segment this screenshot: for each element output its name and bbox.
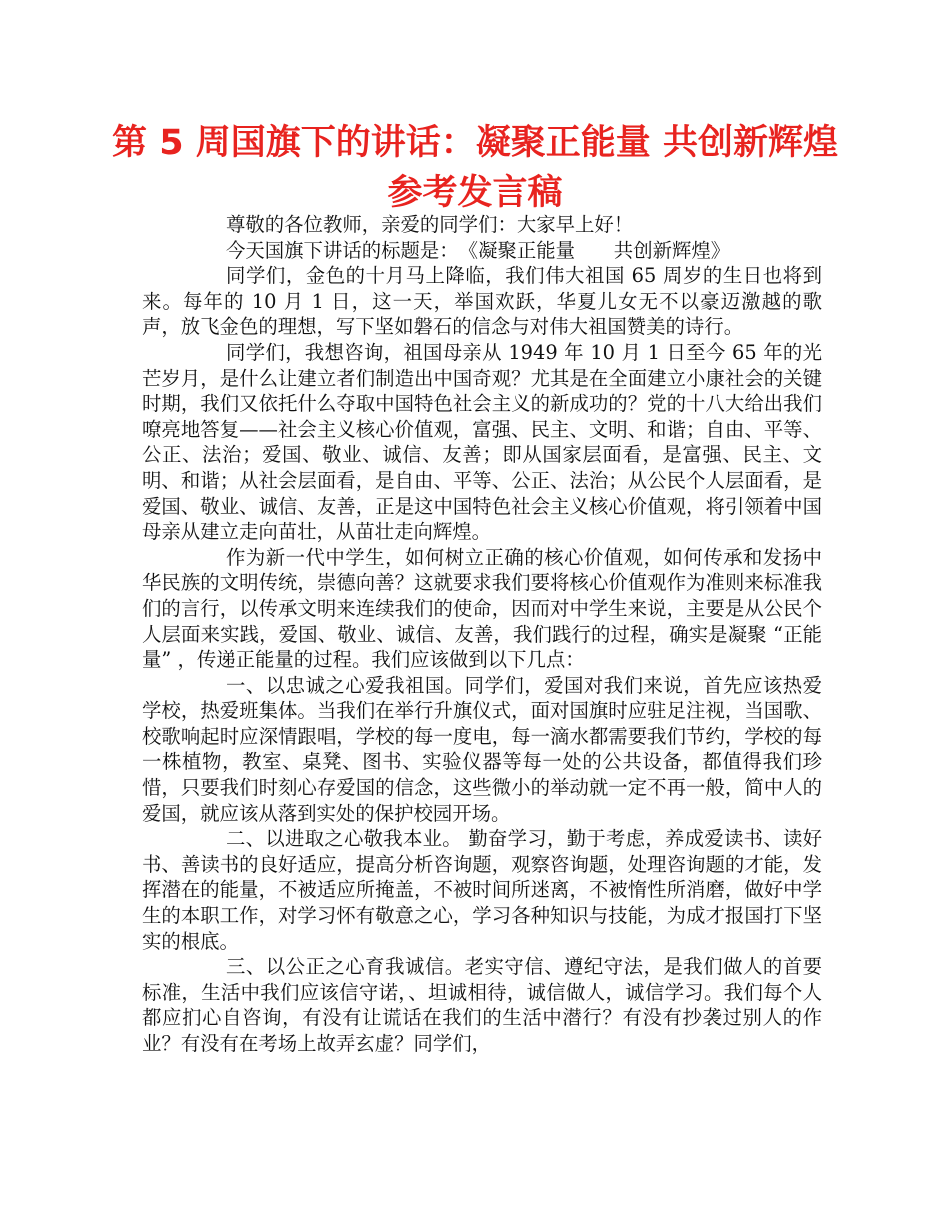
body-paragraph: 同学们，金色的十月马上降临，我们伟大祖国 65 周岁的生日也将到来。每年的 10 月 1 日，这一天，举国欢跃，华夏儿女无不以豪迈激越的歌声，放飞金色的理想，写下坚如磐石的信念与对伟大祖国赞美的诗行。 <box>142 264 822 339</box>
document-title: 第 5 周国旗下的讲话：凝聚正能量 共创新辉煌参考发言稿 <box>112 123 838 213</box>
body-paragraph: 二、以进取之心敬我本业。 勤奋学习，勤于考虑，养成爱读书、读好书、善读书的良好适应，提高分析咨询题，观察咨询题，处理咨询题的才能，发挥潜在的能量，不被适应所掩盖，不被时间所迷离，不被惰性所消磨，做好中学生的本职工作，对学习怀有敬意之心，学习各种知识与技能，为成才报国打下坚实的根底。 <box>142 827 822 953</box>
document-body <box>142 212 822 1057</box>
greeting-paragraph: 尊敬的各位教师，亲爱的同学们：大家早上好！ <box>226 213 634 236</box>
body-paragraph: 作为新一代中学生，如何树立正确的核心价值观，如何传承和发扬中华民族的文明传统，崇德向善？这就要求我们要将核心价值观作为准则来标准我们的言行，以传承文明来连续我们的使命，因而对中学生来说，主要是从公民个人层面来实践，爱国、敬业、诚信、友善，我们践行的过程，确实是凝聚 “正能量” ，传递正能量的过程。我们应该做到以下几点： <box>142 545 822 672</box>
body-paragraph: 一、以忠诚之心爱我祖国。同学们，爱国对我们来说，首先应该热爱学校，热爱班集体。当我们在举行升旗仪式，面对国旗时应驻足注视，当国歌、校歌响起时应深情跟唱，学校的每一度电，每一滴水都需要我们节约，学校的每一株植物，教室、桌凳、图书、实验仪器等每一处的公共设备，都值得我们珍惜，只要我们时刻心存爱国的信念，这些微小的举动就一定不再一般，简中人的爱国，就应该从落到实处的保护校园开场。 <box>142 673 822 825</box>
body-paragraph: 三、以公正之心育我诚信。老实守信、遵纪守法，是我们做人的首要标准，生活中我们应该信守诺，、坦诚相待，诚信做人，诚信学习。我们每个人都应扪心自咨询，有没有让谎话在我们的生活中潜行？有没有抄袭过别人的作业？有没有在考场上故弄玄虚？同学们， <box>142 955 822 1055</box>
body-paragraph: 同学们，我想咨询，祖国母亲从 1949 年 10 月 1 日至今 65 年的光芒岁月，是什么让建立者们制造出中国奇观？尤其是在全面建立小康社会的关键时期，我们又依托什么夺取中国特色社会主义的新成功的？党的十八大给出我们嘹亮地答复——社会主义核心价值观，富强、民主、文明、和谐；自由、平等、公正、法治；爱国、敬业、诚信、友善；即从国家层面看，是富强、民主、文明、和谐；从社会层面看，是自由、平等、公正、法治；从公民个人层面看，是爱国、敬业、诚信、友善，正是这中国特色社会主义核心价值观，将引领着中国母亲从建立走向苗壮，从苗壮走向辉煌。 <box>142 340 822 544</box>
speech-title-paragraph: 今天国旗下讲话的标题是： 《凝聚正能量 共创新辉煌》 <box>226 238 731 262</box>
